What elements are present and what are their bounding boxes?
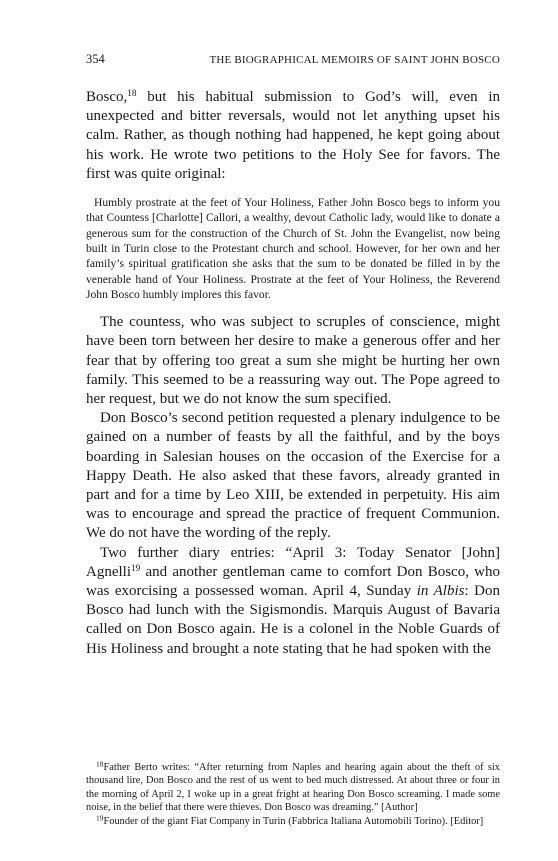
paragraph-4-text-a: Two further diary entries: “April 3: Today Senator [John] Agnelli (86, 544, 500, 580)
footnote-18-text: Father Berto writes: “After returning from Naples and hearing again about the theft of six thousand lire, Don Bosco and the rest of us went to bed much distressed. At about three or four in the morning of April 2, I woke up in a great fright at hearing Don Bosco screaming. I made some noise, in the belief that there were thieves. Don Bosco was dreaming.” [Author] (86, 762, 500, 814)
in-albis-italic: in Albis (416, 582, 465, 599)
page (86, 52, 500, 659)
footnote-ref-19[interactable]: 19 (131, 563, 141, 574)
paragraph-2: The countess, who was subject to scruples of conscience, might have been torn between her desire to make a generous offer and her fear that by offering too great a sum she might be hurting her own family. This seemed to be a reassuring way out. The Pope agreed to her request, but we do not know the sum specified. (86, 314, 500, 407)
footnote-19-number: 19 (96, 813, 104, 823)
paragraph-1-text-b: but his habitual submission to God’s will, even in unexpected and bitter reversals, would not let anything upset his calm. Rather, as though nothing had happened, he kept going about his work. He wrote two petitions to the Holy See for favors. The first was quite original: (86, 89, 500, 182)
footnote-18 (86, 761, 500, 815)
petition-quote: Humbly prostrate at the feet of Your Holiness, Father John Bosco begs to inform you that Countess [Charlotte] Callori, a wealthy, devout Catholic lady, would like to donate a generous sum for the construction of the Church of St. John the Evangelist, now being built in Turin close to the Protestant church and school. However, for her own and her family’s spiritual gratification she asks that the sum to be donated be filled in by the venerable hand of Your Holiness. Prostrate at the feet of Your Holiness, the Reverend John Bosco humbly implores this favor. (86, 196, 500, 301)
paragraph-1 (86, 88, 500, 184)
footnote-19 (86, 815, 500, 828)
footnote-19-text: Founder of the giant Fiat Company in Turin (Fabbrica Italiana Automobili Torino). [Editor] (103, 815, 484, 827)
running-title: THE BIOGRAPHICAL MEMOIRS OF SAINT JOHN BOSCO (209, 54, 500, 66)
page-number: 354 (86, 52, 105, 66)
paragraph-4 (86, 544, 500, 659)
paragraph-3: Don Bosco’s second petition requested a plenary indulgence to be gained on a number of feasts by all the faithful, and by the boys boarding in Salesian houses on the occasion of the Exercise for a Happy Death. He also asked that these favors, already granted in part and for a time by Leo XIII, be extended in perpetuity. His aim was to encourage and spread the practice of frequent Communion. We do not have the wording of the reply. (86, 410, 500, 542)
paragraph-1-text-a: Bosco, (86, 89, 128, 105)
running-header (86, 52, 500, 70)
paragraph-4-text-c: : Don Bosco had lunch with the Sigismondis. Marquis August of Bavaria called on Don Bosco again. He is a colonel in the Noble Guards of His Holiness and brought a note stating that he had spoken with the (86, 582, 500, 657)
paragraph-4-text-b: and another gentleman came to comfort Don Bosco, who was exorcising a possessed woman. April 4, Sunday (86, 563, 500, 599)
footnotes (86, 761, 500, 828)
footnote-ref-18[interactable]: 18 (127, 88, 137, 99)
footnote-18-number: 18 (96, 759, 104, 769)
